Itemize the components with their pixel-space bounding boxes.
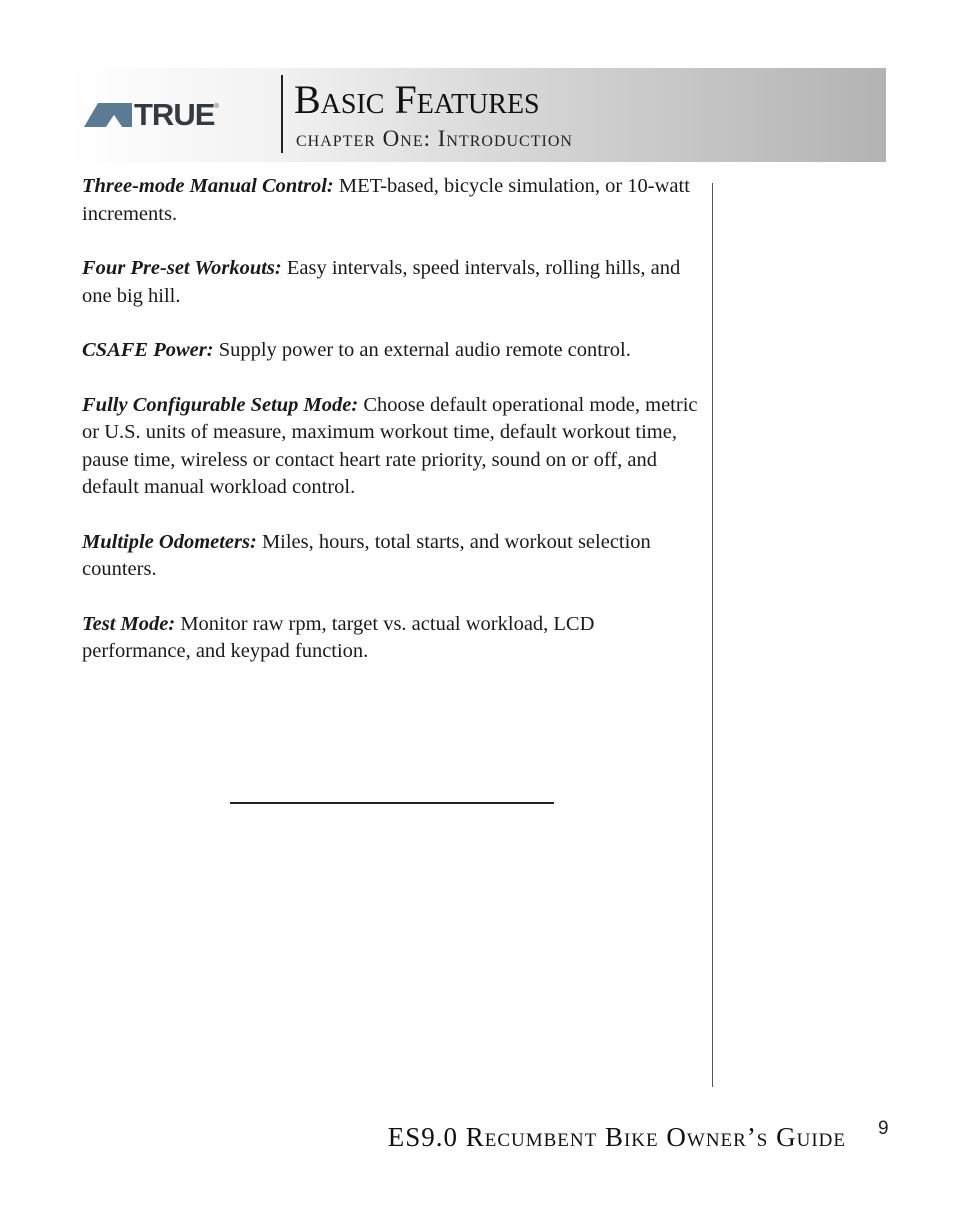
feature-text: Monitor raw rpm, target vs. actual workload, LCD performance, and keypad function. bbox=[82, 612, 595, 662]
feature-item bbox=[82, 392, 700, 502]
feature-term: Three-mode Manual Control: bbox=[82, 175, 334, 197]
page-number: 9 bbox=[878, 1118, 889, 1139]
feature-item bbox=[82, 255, 700, 310]
true-logo bbox=[84, 97, 254, 132]
section-end-rule bbox=[230, 802, 554, 804]
feature-term: Fully Configurable Setup Mode: bbox=[82, 393, 359, 416]
logo-trademark: ® bbox=[214, 104, 219, 110]
feature-term: CSAFE Power: bbox=[82, 339, 214, 361]
feature-term: Multiple Odometers: bbox=[82, 530, 257, 553]
feature-text: Choose default operational mode, metric or U.S. units of measure, maximum workout time, default workout time, pause time, wireless or contact heart rate priority, sound on or off, and default manual workload control. bbox=[82, 393, 698, 498]
feature-item bbox=[82, 337, 700, 365]
feature-item bbox=[82, 173, 700, 228]
feature-list bbox=[82, 173, 700, 693]
feature-text: MET-based, bicycle simulation, or 10-watt increments. bbox=[82, 175, 690, 225]
feature-term: Test Mode: bbox=[82, 612, 176, 635]
footer-guide-title: ES9.0 Recumbent Bike Owner’s Guide bbox=[387, 1122, 846, 1152]
header-divider bbox=[281, 75, 283, 153]
feature-text: Supply power to an external audio remote control. bbox=[218, 339, 631, 361]
page-title: Basic Features bbox=[294, 77, 540, 122]
logo-text: TRUE bbox=[134, 97, 215, 132]
feature-term: Four Pre-set Workouts: bbox=[82, 257, 282, 279]
feature-text: Miles, hours, total starts, and workout selection counters. bbox=[82, 530, 651, 580]
feature-item bbox=[82, 611, 700, 666]
margin-rule bbox=[712, 183, 713, 1087]
chapter-subtitle: chapter One: Introduction bbox=[296, 126, 573, 151]
logo-mark-icon bbox=[84, 103, 132, 127]
feature-text: Easy intervals, speed intervals, rolling hills, and one big hill. bbox=[82, 257, 681, 307]
feature-item bbox=[82, 529, 700, 584]
